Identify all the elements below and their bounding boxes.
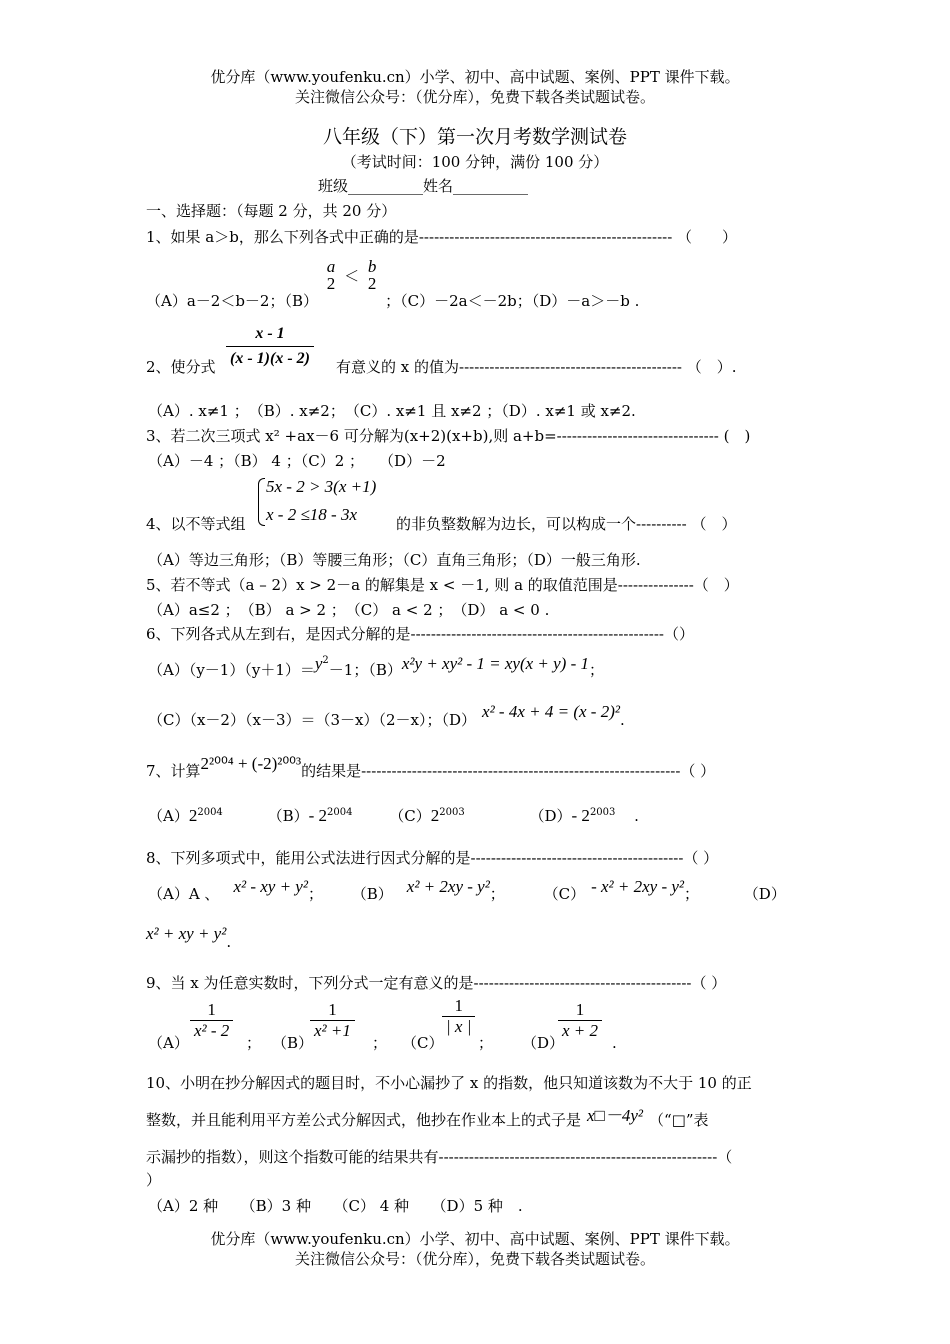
- q6-a-post: －1；（B）: [328, 661, 402, 679]
- question-4-pre: 4、以不等式组: [146, 515, 246, 533]
- q7-option-b-label: （B）: [267, 807, 309, 825]
- q9-sep-c: ；: [478, 1034, 494, 1052]
- question-10-line-3: 示漏抄的指数），则这个指数可能的结果共有-------------------------------------------------------（: [146, 1148, 733, 1166]
- question-3-stem: 3、若二次三项式 x² +ax－6 可分解为(x+2)(x+b),则 a+b=-------------------------------- ( ): [146, 427, 751, 445]
- q8-sep-a: ；: [307, 885, 323, 903]
- question-2-options: （A）. x≠1 ； （B）. x≠2； （C）. x≠1 且 x≠2 ；（D）. x≠1 或 x≠2.: [148, 402, 636, 420]
- q9-b-num: 1: [310, 1000, 355, 1021]
- question-10-options: （A）2 种 （B）3 种 （C） 4 种 （D）5 种 .: [148, 1197, 523, 1215]
- question-10-line-1: 10、小明在抄分解因式的题目时，不小心漏抄了 x 的指数，他只知道该数为不大于 10 的正: [146, 1074, 752, 1092]
- question-9-stem: 9、当 x 为任意实数时，下列分式一定有意义的是-------------------------------------------（ ）: [146, 974, 727, 992]
- q1-frac-den-a: 2: [326, 274, 336, 293]
- question-5-options: （A）a≤2 ； （B） a > 2 ； （C） a < 2 ； （D） a < 0 .: [148, 601, 550, 619]
- q6-a-exponent: 2: [322, 655, 329, 666]
- q9-option-d-frac: [558, 1000, 602, 1042]
- q1-fraction-b: [364, 258, 381, 292]
- q7-option-d-exp: 2003: [589, 807, 616, 818]
- q10-line-2-pre: 整数，并且能利用平方差公式分解因式，他抄在作业本上的式子是: [146, 1111, 582, 1129]
- q4-inequality-2: x - 2 ≤18 - 3x: [266, 505, 357, 524]
- question-10-line-2: [146, 1106, 709, 1130]
- q9-option-a-label: （A）: [148, 1034, 189, 1052]
- q8-sep-b: ；: [489, 885, 505, 903]
- q6-d-post: .: [619, 711, 625, 729]
- q7-end: .: [634, 807, 639, 825]
- q8-option-b-label: （B）: [351, 885, 393, 903]
- question-4-options: （A）等边三角形；（B）等腰三角形；（C）直角三角形；（D）一般三角形.: [148, 551, 641, 569]
- question-2-post: 有意义的 x 的值为-------------------------------------------- （ ）.: [336, 358, 737, 376]
- q6-option-a: （A）（y－1）（y＋1）＝: [148, 661, 315, 679]
- q6-a-math: y: [314, 654, 323, 673]
- q9-sep-a: ；: [246, 1034, 262, 1052]
- page-subtitle: （考试时间：100 分钟，满份 100 分）: [341, 153, 609, 171]
- question-10-line-4: ）: [146, 1171, 162, 1189]
- q6-d-math: x² - 4x + 4 = (x - 2)²: [482, 702, 620, 721]
- question-6-line-2: [148, 702, 625, 730]
- q8-option-d-math: x² + xy + y²: [146, 924, 227, 943]
- q6-b-math: x²y + xy² - 1 = xy(x + y) - 1: [401, 654, 589, 673]
- q1-frac-den-b: 2: [367, 274, 377, 293]
- q9-c-num: 1: [442, 996, 475, 1017]
- footer-line-2: 关注微信公众号：（优分库），免费下载各类试题试卷。: [294, 1250, 655, 1268]
- q7-option-b-base: - 2: [308, 806, 328, 825]
- q8-option-c-math: - x² + 2xy - y²: [591, 877, 684, 896]
- q7-option-c-exp: 2003: [439, 807, 465, 818]
- header-line-1: 优分库（www.youfenku.cn）小学、初中、高中试题、案例、PPT 课件下载。: [210, 68, 740, 86]
- footer-line-1: 优分库（www.youfenku.cn）小学、初中、高中试题、案例、PPT 课件下载。: [210, 1230, 740, 1248]
- q9-d-num: 1: [558, 1000, 602, 1021]
- q10-line-2-post: （“□”表: [648, 1111, 709, 1129]
- q1-option-rest: ；（C）－2a＜－2b；（D）－a＞－b .: [385, 292, 640, 310]
- q1-less-than: ＜: [344, 267, 360, 285]
- q6-option-c: （C）（x－2）（x－3）＝（3－x）（2－x）；（D）: [148, 711, 477, 729]
- q6-b-post: ；: [589, 661, 605, 679]
- q9-a-den: x² - 2: [194, 1021, 230, 1041]
- section-heading: 一、选择题：（每题 2 分，共 20 分）: [146, 202, 397, 220]
- q2-numerator: x - 1: [226, 326, 314, 347]
- question-8-option-d: [146, 924, 232, 951]
- q9-a-num: 1: [190, 1000, 233, 1021]
- question-1-options: [146, 252, 640, 310]
- q1-frac-num-b: b: [367, 257, 377, 276]
- q9-b-den: x² +1: [314, 1021, 351, 1041]
- question-5-stem: 5、若不等式（a – 2）x > 2－a 的解集是 x < －1, 则 a 的取值范围是---------------（ ）: [146, 576, 739, 594]
- question-2-pre: 2、使分式: [146, 358, 216, 376]
- q1-frac-num-a: a: [326, 257, 336, 276]
- q8-sep-c: ；: [684, 885, 700, 903]
- question-6-line-1: [148, 654, 605, 680]
- q9-option-c-frac: [442, 996, 475, 1038]
- page-title: 八年级（下）第一次月考数学测试卷: [322, 126, 627, 148]
- q9-option-b-frac: [310, 1000, 355, 1042]
- q8-option-a-math: x² - xy + y²: [233, 877, 308, 896]
- header-line-2: 关注微信公众号：（优分库），免费下载各类试题试卷。: [294, 88, 655, 106]
- q9-c-den: | x |: [446, 1017, 472, 1037]
- q2-denominator: (x - 1)(x - 2): [230, 350, 310, 367]
- q8-end: .: [226, 933, 232, 951]
- q8-option-a-label: （A）A 、: [148, 885, 220, 903]
- q7-option-a-base: 2: [188, 806, 198, 825]
- q9-sep-b: ；: [372, 1034, 388, 1052]
- q7-post: 的结果是---------------------------------------------------------------（ ）: [301, 762, 716, 780]
- q9-d-den: x + 2: [562, 1021, 599, 1041]
- q7-option-b-exp: 2004: [327, 807, 353, 818]
- q4-inequality-1: 5x - 2 > 3(x +1): [266, 477, 377, 496]
- q9-option-c-label: （C）: [402, 1034, 444, 1052]
- q7-option-d-label: （D）: [529, 807, 572, 825]
- q9-option-b-label: （B）: [272, 1034, 314, 1052]
- q10-expression: x□－4y²: [587, 1106, 643, 1125]
- q8-option-c-label: （C）: [543, 885, 586, 903]
- q7-option-a-exp: 2004: [197, 807, 223, 818]
- q1-fraction-a: [323, 258, 340, 292]
- q9-end: .: [612, 1034, 617, 1052]
- question-8-options: [148, 877, 786, 904]
- q7-pre: 7、计算: [146, 762, 201, 780]
- q8-option-d-label: （D）: [743, 885, 786, 903]
- q7-expression: 2²⁰⁰⁴ + (-2)²⁰⁰³: [200, 754, 302, 773]
- q4-system-brace: [258, 478, 265, 526]
- q2-fraction: [226, 326, 314, 367]
- question-7-options: [148, 806, 639, 826]
- question-4-post: 的非负整数解为边长，可以构成一个---------- （ ）: [396, 515, 737, 533]
- q8-option-b-math: x² + 2xy - y²: [406, 877, 490, 896]
- q7-option-c-base: 2: [430, 806, 440, 825]
- q7-option-a-label: （A）: [148, 807, 189, 825]
- q1-option-a: （A）a－2＜b－2；（B）: [146, 292, 318, 310]
- question-8-stem: 8、下列多项式中，能用公式法进行因式分解的是------------------------------------------（ ）: [146, 849, 719, 867]
- question-6-stem: 6、下列各式从左到右，是因式分解的是--------------------------------------------------（）: [146, 625, 694, 643]
- class-name-line: 班级__________姓名__________: [318, 177, 529, 195]
- q7-option-d-base: - 2: [571, 806, 590, 825]
- question-3-options: （A）－4 ；（B） 4 ；（C）2 ； （D）－2: [148, 452, 446, 470]
- q7-option-c-label: （C）: [389, 807, 431, 825]
- q9-option-a-frac: [190, 1000, 233, 1042]
- question-7-line: [146, 754, 716, 781]
- q9-option-d-label: （D）: [522, 1034, 565, 1052]
- question-1-stem: 1、如果 a＞b，那么下列各式中正确的是-------------------------------------------------- （ ）: [146, 228, 738, 246]
